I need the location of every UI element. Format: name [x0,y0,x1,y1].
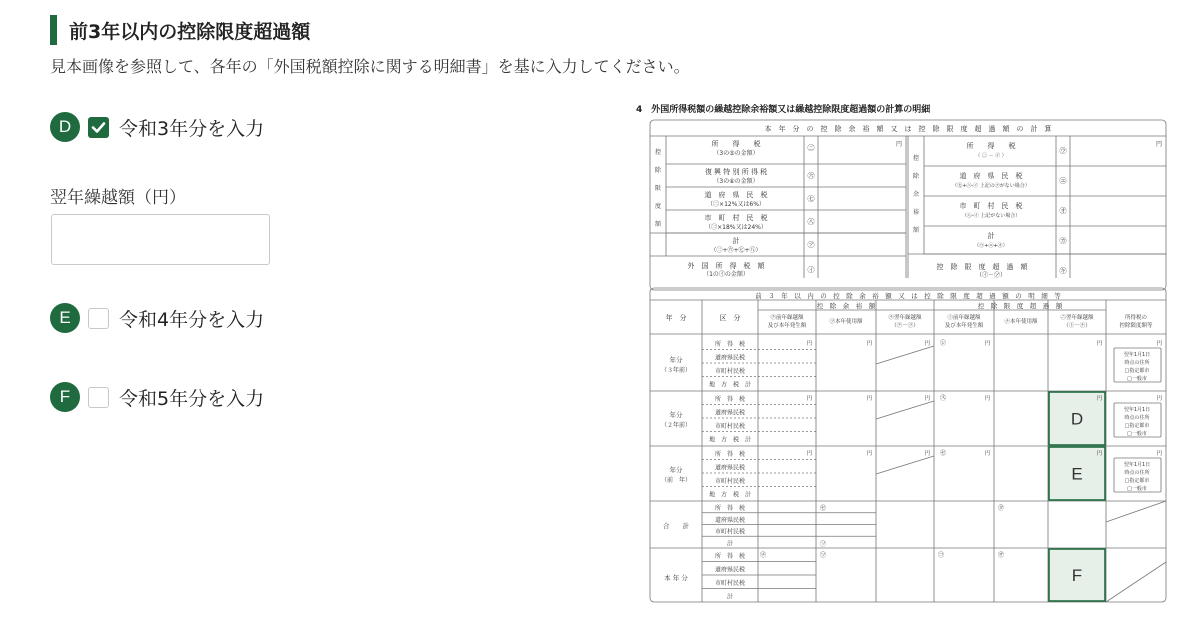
right-row-mark: ㋓ [1059,177,1067,185]
highlight-marker: E [1071,464,1083,484]
col-surplus-prev: ㋠前年繰越額 [770,315,804,321]
cell-mark: ㋚ [998,552,1005,559]
kubun-item: 市町村民税 [714,478,746,485]
left-row-sub: （3の⑤の金額） [713,150,759,157]
address-box-text: □一般市 [1127,376,1147,382]
checkbox-reiwa4[interactable] [88,308,109,329]
kubun-item: 地 方 税 計 [708,381,752,389]
option-reiwa3[interactable] [50,112,264,142]
address-box-text: □指定都市 [1124,423,1150,429]
cell-mark: ㋞ [820,541,827,548]
cell-mark: ㋙ [938,552,945,559]
option-reiwa5[interactable] [50,382,264,412]
instructions-text: 見本画像を参照して、各年の「外国税額控除に関する明細書」を基に入力してください。 [50,57,690,76]
left-vertical-label: 限 [654,185,662,192]
address-box-text: 時点の住所 [1124,470,1150,476]
form-rule [876,456,934,474]
page-title: 前3年以内の控除限度超過額 [69,20,311,43]
yen-mark: 円 [984,396,990,402]
title-accent-bar [50,15,57,45]
address-box-text: 時点の住所 [1124,415,1150,421]
cell-mark: ㋟ [998,505,1005,512]
left-vertical-label: 度 [654,203,662,210]
address-box-text: 翌年1月1日 [1123,352,1151,358]
kubun-item: 所 得 税 [714,396,746,403]
cell-mark: ㋝ [940,450,947,457]
cell-mark: ㋠ [760,552,767,559]
left-vertical-label: 額 [654,221,662,228]
limit-excess-label: 控 除 限 度 超 過 額 [936,263,1028,271]
kubun-item: 市町村民税 [714,368,746,375]
foreign-tax-mark: ㋑ [807,266,815,274]
yen-mark: 円 [924,451,930,457]
excess-header: 控 除 限 度 超 過 額 [977,302,1063,310]
highlight-marker: D [1070,409,1084,429]
top-header: 本 年 分 の 控 除 余 裕 額 又 は 控 除 限 度 超 過 額 の 計 算 [764,125,1052,133]
kubun-item: 道府県民税 [714,464,746,472]
col-excess-prev: ㋣前年繰越額 [947,315,981,321]
yen-mark: 円 [924,396,930,402]
yen-mark: 円 [1155,141,1162,148]
option-label-reiwa5: 令和5年分を入力 [119,387,265,410]
yen-mark: 円 [984,451,990,457]
left-row-mark: ㊇ [807,218,815,226]
right-row-sub: （㊆+㊅-㋑ 上記の㋐がない場合） [952,183,1030,189]
col-address: 控除限度額等 [1119,323,1153,329]
foreign-tax-label: 外 国 所 得 税 額 [687,262,765,270]
highlight-marker: F [1071,566,1083,585]
limit-excess-sub: （㋑－㋐） [975,272,1007,279]
kubun-item: 道府県民税 [714,354,746,362]
carryover-input[interactable] [51,214,270,265]
form-caption: 4 外国所得税額の繰越控除余裕額又は繰越控除限度超過額の計算の明細 [636,105,931,115]
left-row-label: 計 [732,237,740,245]
right-row-label: 所 得 税 [966,142,1016,150]
form-rule [876,401,934,419]
badge-e: E [50,303,80,333]
yen-mark: 円 [806,396,812,402]
kubun-item: 道府県民税 [714,409,746,417]
yen-mark: 円 [866,341,872,347]
form-rule [876,346,934,364]
year-group-label: 年分 [669,356,683,364]
cell-mark: ㋝ [820,505,827,512]
total-item: 市町村民税 [714,528,746,536]
current-item: 計 [726,593,734,601]
col-surplus-prev: 及び本年発生額 [767,323,807,329]
col-kubun: 区 分 [719,314,741,322]
address-box-text: □指定都市 [1124,478,1150,484]
yen-mark: 円 [806,341,812,347]
year-group-label: 年分 [669,411,683,419]
carryover-label: 翌年繰越額（円） [50,188,186,208]
left-row-sub: （㊁×18%又は24%） [705,224,767,231]
yen-mark: 円 [1096,396,1102,402]
mid-vertical-label: 除 [912,173,920,180]
col-excess-next: ㋥翌年繰越額 [1060,315,1094,321]
cell-mark: ㋡ [820,552,827,559]
yen-mark: 円 [866,451,872,457]
address-box-text: 時点の住所 [1124,360,1150,366]
left-row-mark: ㊆ [807,195,815,203]
section-header [50,14,310,46]
left-row-sub: （㊁+㊅+㊆+㊇） [710,247,762,254]
year-group-sub: （前 年） [660,477,692,484]
yen-mark: 円 [895,141,902,148]
current-item: 道府県民税 [714,566,746,574]
lower-header: 前 ３ 年 以 内 の 控 除 余 裕 額 又 は 控 除 限 度 超 過 額 の 明 細 等 [755,292,1061,300]
current-item: 所 得 税 [714,553,746,560]
left-row-label: 復 興 特 別 所 得 税 [704,168,768,176]
option-label-reiwa4: 令和4年分を入力 [119,308,265,331]
yen-mark: 円 [924,341,930,347]
col-excess-used: ㋤本年使用額 [1004,319,1038,325]
address-box-text: □指定都市 [1124,368,1150,374]
yen-mark: 円 [1096,341,1102,347]
address-box-text: □一般市 [1127,486,1147,492]
yen-mark: 円 [1096,451,1102,457]
total-label: 合 計 [663,522,689,530]
option-label-reiwa3: 令和3年分を入力 [119,117,265,140]
yen-mark: 円 [1156,396,1162,402]
address-box-text: □一般市 [1127,431,1147,437]
kubun-item: 所 得 税 [714,451,746,458]
yen-mark: 円 [984,341,990,347]
kubun-item: 地 方 税 計 [708,436,752,444]
kubun-item: 所 得 税 [714,341,746,348]
right-row-label: 道 府 県 民 税 [959,172,1023,180]
mid-vertical-label: 余 [912,191,920,198]
kubun-item: 地 方 税 計 [708,491,752,499]
left-row-label: 所 得 税 [711,140,761,148]
total-item: 道府県民税 [714,516,746,524]
badge-f: F [50,382,80,412]
col-excess-next: （㋣－㋤） [1063,323,1091,329]
checkbox-reiwa5[interactable] [88,387,109,408]
left-row-mark: ㊅ [807,172,815,180]
checkbox-reiwa3[interactable] [88,117,109,138]
left-vertical-label: 控 [654,149,662,156]
yen-mark: 円 [1156,451,1162,457]
sample-form-image [636,102,1171,607]
col-excess-prev: 及び本年発生額 [944,323,984,329]
option-reiwa4[interactable] [50,303,264,333]
col-address: 所得税の [1124,315,1148,321]
left-row-sub: （3の⑥の金額） [713,178,759,185]
col-surplus-used: ㋡本年使用額 [829,319,863,325]
col-surplus-next: ㋢翌年繰越額 [888,315,922,321]
current-item: 市町村民税 [714,580,746,587]
left-row-label: 市 町 村 民 税 [704,214,768,222]
total-item: 所 得 税 [714,505,746,512]
right-row-label: 計 [987,232,995,240]
right-row-mark: ㋕ [1059,237,1067,245]
mid-vertical-label: 額 [912,227,920,234]
year-group-sub: （３年前） [660,367,692,374]
left-row-label: 道 府 県 民 税 [704,191,768,199]
right-row-sub: （㋒+㋓+㋔） [974,243,1008,249]
form-rule [1106,562,1166,602]
checkmark-icon [91,120,106,135]
cell-mark: ㋜ [940,395,947,402]
kubun-item: 市町村民税 [714,423,746,430]
col-year: 年 分 [665,314,687,322]
form-table [636,102,1171,607]
address-box-text: 翌年1月1日 [1123,462,1151,468]
right-row-mark: ㋒ [1059,147,1067,155]
right-row-sub: （ ㊁ － ㋑ ） [975,153,1007,159]
yen-mark: 円 [1156,341,1162,347]
mid-vertical-label: 裕 [912,209,920,216]
mid-vertical-label: 控 [912,155,920,162]
yen-mark: 円 [806,451,812,457]
current-year-label: 本 年 分 [664,574,688,582]
left-row-mark: ㊁ [807,144,815,152]
right-row-mark: ㋔ [1059,207,1067,215]
year-group-sub: （２年前） [660,422,692,429]
form-rule [1106,501,1166,522]
total-item: 計 [726,540,734,548]
cell-mark: ㋛ [940,340,947,347]
limit-excess-mark: ㋖ [1059,267,1067,275]
address-box-text: 翌年1月1日 [1123,407,1151,413]
year-group-label: 年分 [669,466,683,474]
badge-d: D [50,112,80,142]
right-row-sub: （㊇-㋑ 上記がない場合） [961,213,1021,219]
yen-mark: 円 [866,396,872,402]
foreign-tax-sub: （1の㋑の金額） [703,271,749,278]
left-row-sub: （㊁×12%又は6%） [707,201,765,208]
surplus-header: 控 除 余 裕 額 [816,302,876,310]
col-surplus-next: （㋠－㋡） [891,323,919,329]
left-row-mark: ㋐ [807,241,815,249]
left-vertical-label: 除 [654,167,662,174]
right-row-label: 市 町 村 民 税 [959,202,1023,210]
